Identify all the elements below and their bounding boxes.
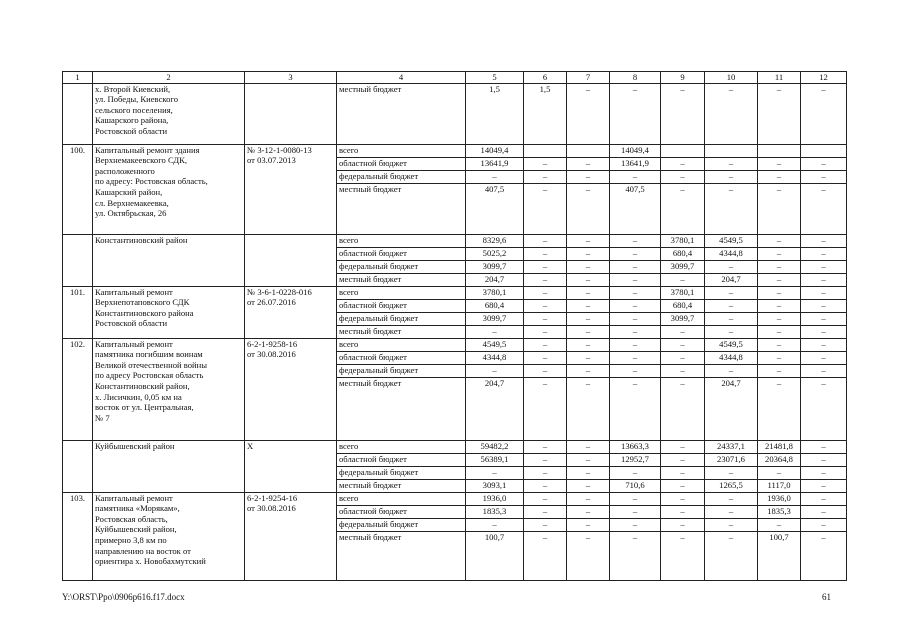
amount-cell: – bbox=[705, 492, 758, 505]
amount-cell: – bbox=[801, 351, 847, 364]
table-row bbox=[63, 234, 847, 247]
amount-cell: – bbox=[661, 531, 705, 580]
amount-cell: – bbox=[567, 286, 610, 299]
amount-cell: – bbox=[705, 325, 758, 338]
amount-cell: 3780,1 bbox=[466, 286, 524, 299]
amount-cell: – bbox=[567, 364, 610, 377]
column-header: 3 bbox=[245, 72, 337, 84]
amount-cell: – bbox=[705, 531, 758, 580]
funding-source: областной бюджет bbox=[337, 247, 466, 260]
amount-cell: – bbox=[567, 260, 610, 273]
amount-cell: – bbox=[567, 338, 610, 351]
amount-cell: 100,7 bbox=[758, 531, 801, 580]
row-number: 101. bbox=[63, 286, 93, 338]
amount-cell bbox=[661, 144, 705, 157]
amount-cell: – bbox=[610, 518, 661, 531]
amount-cell: – bbox=[801, 377, 847, 440]
column-header: 8 bbox=[610, 72, 661, 84]
amount-cell: – bbox=[661, 505, 705, 518]
amount-cell: 14049,4 bbox=[466, 144, 524, 157]
amount-cell: 407,5 bbox=[610, 183, 661, 234]
column-header: 9 bbox=[661, 72, 705, 84]
funding-source: всего bbox=[337, 492, 466, 505]
amount-cell: – bbox=[705, 286, 758, 299]
amount-cell: – bbox=[801, 260, 847, 273]
object-description: Капитальный ремонт памятника погибшим воинам Великой отечественной войны по адресу Ростовская область Константиновский район, х. Лисичкин, 0,05 км на восток от ул. Центральная, № 7 bbox=[93, 338, 245, 440]
amount-cell: – bbox=[524, 440, 567, 453]
amount-cell: – bbox=[567, 479, 610, 492]
amount-cell: – bbox=[610, 377, 661, 440]
amount-cell: – bbox=[610, 299, 661, 312]
row-number bbox=[63, 234, 93, 286]
amount-cell: – bbox=[661, 325, 705, 338]
amount-cell: – bbox=[705, 170, 758, 183]
amount-cell: – bbox=[567, 157, 610, 170]
amount-cell: – bbox=[567, 440, 610, 453]
funding-source: местный бюджет bbox=[337, 377, 466, 440]
amount-cell: – bbox=[705, 183, 758, 234]
column-header: 12 bbox=[801, 72, 847, 84]
amount-cell: 4344,8 bbox=[705, 247, 758, 260]
amount-cell: 13641,9 bbox=[610, 157, 661, 170]
funding-source: федеральный бюджет bbox=[337, 312, 466, 325]
amount-cell: – bbox=[567, 531, 610, 580]
funding-source: местный бюджет bbox=[337, 325, 466, 338]
amount-cell: – bbox=[801, 466, 847, 479]
amount-cell: – bbox=[758, 260, 801, 273]
amount-cell: 4549,5 bbox=[466, 338, 524, 351]
amount-cell: 1,5 bbox=[466, 83, 524, 144]
amount-cell: – bbox=[801, 183, 847, 234]
amount-cell: – bbox=[567, 183, 610, 234]
row-number: 103. bbox=[63, 492, 93, 580]
table-row bbox=[63, 83, 847, 144]
amount-cell: – bbox=[801, 440, 847, 453]
amount-cell: – bbox=[801, 338, 847, 351]
amount-cell: – bbox=[567, 299, 610, 312]
amount-cell: – bbox=[524, 466, 567, 479]
column-header: 6 bbox=[524, 72, 567, 84]
amount-cell: – bbox=[661, 183, 705, 234]
amount-cell: – bbox=[567, 325, 610, 338]
amount-cell: – bbox=[801, 453, 847, 466]
amount-cell: 12952,7 bbox=[610, 453, 661, 466]
amount-cell: 8329,6 bbox=[466, 234, 524, 247]
amount-cell: 4549,5 bbox=[705, 338, 758, 351]
amount-cell: – bbox=[758, 157, 801, 170]
table-row bbox=[63, 144, 847, 157]
amount-cell: – bbox=[801, 492, 847, 505]
amount-cell: – bbox=[801, 170, 847, 183]
amount-cell: – bbox=[705, 505, 758, 518]
funding-source: всего bbox=[337, 440, 466, 453]
amount-cell: – bbox=[524, 351, 567, 364]
amount-cell: – bbox=[661, 453, 705, 466]
amount-cell: – bbox=[567, 247, 610, 260]
amount-cell: – bbox=[466, 518, 524, 531]
amount-cell: – bbox=[801, 299, 847, 312]
amount-cell: 59482,2 bbox=[466, 440, 524, 453]
amount-cell: – bbox=[567, 466, 610, 479]
amount-cell: – bbox=[567, 492, 610, 505]
amount-cell: – bbox=[610, 364, 661, 377]
amount-cell: – bbox=[610, 505, 661, 518]
amount-cell bbox=[758, 144, 801, 157]
table-row bbox=[63, 492, 847, 505]
column-header: 2 bbox=[93, 72, 245, 84]
amount-cell: – bbox=[758, 351, 801, 364]
amount-cell: – bbox=[661, 364, 705, 377]
amount-cell: 1835,3 bbox=[758, 505, 801, 518]
amount-cell: – bbox=[801, 273, 847, 286]
amount-cell: – bbox=[567, 453, 610, 466]
amount-cell: – bbox=[610, 531, 661, 580]
amount-cell: – bbox=[610, 466, 661, 479]
amount-cell: – bbox=[801, 83, 847, 144]
amount-cell: – bbox=[758, 364, 801, 377]
funding-source: областной бюджет bbox=[337, 351, 466, 364]
amount-cell: – bbox=[758, 518, 801, 531]
amount-cell: 4549,5 bbox=[705, 234, 758, 247]
row-number bbox=[63, 83, 93, 144]
funding-source: всего bbox=[337, 286, 466, 299]
amount-cell: – bbox=[758, 273, 801, 286]
column-header: 10 bbox=[705, 72, 758, 84]
amount-cell: – bbox=[801, 364, 847, 377]
amount-cell: – bbox=[610, 234, 661, 247]
amount-cell: – bbox=[567, 377, 610, 440]
amount-cell: – bbox=[524, 247, 567, 260]
amount-cell: 3099,7 bbox=[661, 312, 705, 325]
amount-cell: 1936,0 bbox=[466, 492, 524, 505]
amount-cell: – bbox=[610, 492, 661, 505]
amount-cell: – bbox=[758, 325, 801, 338]
amount-cell bbox=[524, 144, 567, 157]
object-description: х. Второй Киевский, ул. Победы, Киевского сельского поселения, Кашарского района, Ростовской области bbox=[93, 83, 245, 144]
object-description: Куйбышевский район bbox=[93, 440, 245, 492]
amount-cell: – bbox=[524, 338, 567, 351]
amount-cell: – bbox=[466, 170, 524, 183]
amount-cell: 204,7 bbox=[705, 377, 758, 440]
amount-cell: 680,4 bbox=[661, 247, 705, 260]
amount-cell: 5025,2 bbox=[466, 247, 524, 260]
column-header: 11 bbox=[758, 72, 801, 84]
amount-cell: – bbox=[661, 83, 705, 144]
amount-cell: – bbox=[661, 351, 705, 364]
amount-cell: – bbox=[705, 312, 758, 325]
amount-cell: – bbox=[567, 170, 610, 183]
funding-source: местный бюджет bbox=[337, 479, 466, 492]
amount-cell: 407,5 bbox=[466, 183, 524, 234]
amount-cell: – bbox=[705, 260, 758, 273]
amount-cell: – bbox=[661, 338, 705, 351]
amount-cell: – bbox=[567, 518, 610, 531]
amount-cell: – bbox=[758, 286, 801, 299]
amount-cell: – bbox=[705, 157, 758, 170]
amount-cell: – bbox=[801, 312, 847, 325]
amount-cell: – bbox=[758, 234, 801, 247]
amount-cell: – bbox=[705, 518, 758, 531]
amount-cell: – bbox=[661, 466, 705, 479]
amount-cell: – bbox=[524, 377, 567, 440]
document-reference bbox=[245, 234, 337, 286]
amount-cell: – bbox=[705, 83, 758, 144]
amount-cell: – bbox=[661, 479, 705, 492]
amount-cell: – bbox=[567, 312, 610, 325]
funding-source: местный бюджет bbox=[337, 531, 466, 580]
amount-cell: 3093,1 bbox=[466, 479, 524, 492]
amount-cell: – bbox=[524, 273, 567, 286]
footer-file-path: Y:\ORST\Ppo\0906p616.f17.docx bbox=[62, 592, 185, 602]
amount-cell: – bbox=[758, 83, 801, 144]
amount-cell: – bbox=[758, 183, 801, 234]
amount-cell: 14049,4 bbox=[610, 144, 661, 157]
amount-cell: – bbox=[524, 183, 567, 234]
amount-cell: – bbox=[758, 299, 801, 312]
amount-cell: – bbox=[524, 286, 567, 299]
funding-source: всего bbox=[337, 338, 466, 351]
amount-cell: – bbox=[567, 505, 610, 518]
amount-cell: – bbox=[567, 234, 610, 247]
amount-cell: 680,4 bbox=[466, 299, 524, 312]
object-description: Капитальный ремонт здания Верхнемакеевского СДК, расположенного по адресу: Ростовская область, Кашарский район, сл. Верхнемакеевка, ул. Октябрьская, 26 bbox=[93, 144, 245, 234]
column-header: 5 bbox=[466, 72, 524, 84]
amount-cell: – bbox=[524, 479, 567, 492]
document-reference: 6-2-1-9254-16 от 30.08.2016 bbox=[245, 492, 337, 580]
amount-cell: – bbox=[524, 518, 567, 531]
amount-cell: – bbox=[567, 351, 610, 364]
amount-cell: – bbox=[466, 466, 524, 479]
amount-cell: 710,6 bbox=[610, 479, 661, 492]
amount-cell: – bbox=[524, 325, 567, 338]
amount-cell: – bbox=[524, 492, 567, 505]
funding-source: областной бюджет bbox=[337, 299, 466, 312]
amount-cell bbox=[801, 144, 847, 157]
amount-cell: – bbox=[466, 325, 524, 338]
funding-source: федеральный бюджет bbox=[337, 466, 466, 479]
funding-source: федеральный бюджет bbox=[337, 260, 466, 273]
amount-cell: – bbox=[758, 312, 801, 325]
header-row bbox=[63, 72, 847, 84]
footer-page-number: 61 bbox=[822, 592, 831, 602]
column-header: 4 bbox=[337, 72, 466, 84]
funding-source: федеральный бюджет bbox=[337, 518, 466, 531]
amount-cell: 21481,8 bbox=[758, 440, 801, 453]
amount-cell: – bbox=[610, 325, 661, 338]
object-description: Константиновский район bbox=[93, 234, 245, 286]
document-reference: Х bbox=[245, 440, 337, 492]
funding-source: всего bbox=[337, 144, 466, 157]
amount-cell: – bbox=[524, 299, 567, 312]
object-description: Капитальный ремонт Верхнепотаповского СДК Константиновского района Ростовской области bbox=[93, 286, 245, 338]
row-number bbox=[63, 440, 93, 492]
amount-cell: – bbox=[661, 440, 705, 453]
table-row bbox=[63, 286, 847, 299]
column-header: 1 bbox=[63, 72, 93, 84]
amount-cell: – bbox=[610, 273, 661, 286]
row-number: 102. bbox=[63, 338, 93, 440]
amount-cell: – bbox=[801, 505, 847, 518]
amount-cell: 1,5 bbox=[524, 83, 567, 144]
amount-cell: 3099,7 bbox=[661, 260, 705, 273]
object-description: Капитальный ремонт памятника «Морякам», Ростовская область, Куйбышевский район, примерно 3,8 км по направлению на восток от ориентира х. Новобахмутский bbox=[93, 492, 245, 580]
amount-cell: – bbox=[524, 170, 567, 183]
amount-cell: – bbox=[801, 518, 847, 531]
amount-cell: – bbox=[610, 312, 661, 325]
amount-cell: – bbox=[801, 479, 847, 492]
amount-cell bbox=[705, 144, 758, 157]
amount-cell: 204,7 bbox=[705, 273, 758, 286]
amount-cell: 56389,1 bbox=[466, 453, 524, 466]
amount-cell: – bbox=[524, 312, 567, 325]
document-reference: 6-2-1-9258-16 от 30.08.2016 bbox=[245, 338, 337, 440]
amount-cell: – bbox=[661, 492, 705, 505]
amount-cell: – bbox=[801, 247, 847, 260]
amount-cell: 4344,8 bbox=[466, 351, 524, 364]
document-reference: № 3-6-1-0228-016 от 26.07.2016 bbox=[245, 286, 337, 338]
amount-cell: – bbox=[610, 351, 661, 364]
amount-cell: – bbox=[758, 247, 801, 260]
amount-cell: – bbox=[705, 364, 758, 377]
amount-cell: – bbox=[758, 377, 801, 440]
amount-cell: – bbox=[610, 170, 661, 183]
document-reference: № 3-12-1-0080-13 от 03.07.2013 bbox=[245, 144, 337, 234]
amount-cell: – bbox=[705, 466, 758, 479]
amount-cell: – bbox=[567, 83, 610, 144]
amount-cell: – bbox=[801, 531, 847, 580]
amount-cell: – bbox=[610, 260, 661, 273]
amount-cell: 23071,6 bbox=[705, 453, 758, 466]
amount-cell: – bbox=[524, 234, 567, 247]
amount-cell: 3099,7 bbox=[466, 312, 524, 325]
amount-cell: – bbox=[758, 338, 801, 351]
amount-cell: – bbox=[801, 325, 847, 338]
amount-cell: – bbox=[661, 377, 705, 440]
amount-cell: – bbox=[758, 466, 801, 479]
amount-cell: – bbox=[801, 286, 847, 299]
funding-source: местный бюджет bbox=[337, 183, 466, 234]
amount-cell: – bbox=[610, 247, 661, 260]
amount-cell: 13663,3 bbox=[610, 440, 661, 453]
funding-source: всего bbox=[337, 234, 466, 247]
amount-cell: 24337,1 bbox=[705, 440, 758, 453]
amount-cell: 13641,9 bbox=[466, 157, 524, 170]
amount-cell: 4344,8 bbox=[705, 351, 758, 364]
funding-source: областной бюджет bbox=[337, 157, 466, 170]
amount-cell: 3780,1 bbox=[661, 234, 705, 247]
amount-cell: – bbox=[610, 338, 661, 351]
table-row bbox=[63, 440, 847, 453]
amount-cell: 1117,0 bbox=[758, 479, 801, 492]
amount-cell: – bbox=[661, 273, 705, 286]
amount-cell: – bbox=[524, 260, 567, 273]
amount-cell: – bbox=[610, 286, 661, 299]
amount-cell: – bbox=[758, 170, 801, 183]
amount-cell: 680,4 bbox=[661, 299, 705, 312]
amount-cell: 3780,1 bbox=[661, 286, 705, 299]
amount-cell: – bbox=[705, 299, 758, 312]
amount-cell: – bbox=[801, 157, 847, 170]
amount-cell: – bbox=[801, 234, 847, 247]
amount-cell: – bbox=[610, 83, 661, 144]
amount-cell: 1835,3 bbox=[466, 505, 524, 518]
amount-cell: – bbox=[567, 273, 610, 286]
amount-cell: – bbox=[661, 157, 705, 170]
funding-source: областной бюджет bbox=[337, 453, 466, 466]
amount-cell: 204,7 bbox=[466, 377, 524, 440]
amount-cell: 1265,5 bbox=[705, 479, 758, 492]
funding-source: федеральный бюджет bbox=[337, 170, 466, 183]
funding-source: местный бюджет bbox=[337, 273, 466, 286]
amount-cell: – bbox=[524, 505, 567, 518]
amount-cell bbox=[567, 144, 610, 157]
amount-cell: – bbox=[661, 518, 705, 531]
amount-cell: – bbox=[524, 364, 567, 377]
amount-cell: – bbox=[524, 453, 567, 466]
amount-cell: 1936,0 bbox=[758, 492, 801, 505]
table-row bbox=[63, 338, 847, 351]
funding-source: федеральный бюджет bbox=[337, 364, 466, 377]
funding-source: областной бюджет bbox=[337, 505, 466, 518]
amount-cell: 3099,7 bbox=[466, 260, 524, 273]
amount-cell: 20364,8 bbox=[758, 453, 801, 466]
amount-cell: – bbox=[524, 157, 567, 170]
amount-cell: 100,7 bbox=[466, 531, 524, 580]
column-header: 7 bbox=[567, 72, 610, 84]
budget-table bbox=[62, 71, 847, 581]
row-number: 100. bbox=[63, 144, 93, 234]
funding-source: местный бюджет bbox=[337, 83, 466, 144]
amount-cell: 204,7 bbox=[466, 273, 524, 286]
amount-cell: – bbox=[466, 364, 524, 377]
document-reference bbox=[245, 83, 337, 144]
amount-cell: – bbox=[661, 170, 705, 183]
amount-cell: – bbox=[524, 531, 567, 580]
